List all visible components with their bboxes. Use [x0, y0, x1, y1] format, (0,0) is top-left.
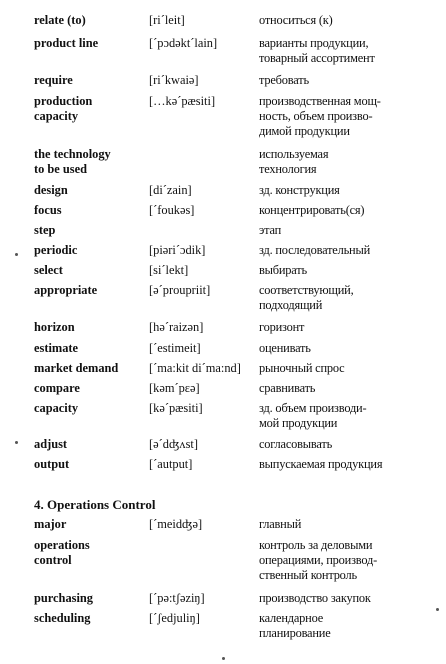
entry-meaning: относиться (к)	[259, 13, 333, 27]
entry-term: appropriate	[34, 283, 98, 297]
entry-meaning: этап	[259, 223, 282, 237]
entry-term: purchasing	[34, 591, 93, 605]
entry-term: design	[34, 183, 68, 197]
entry-meaning: зд. конструкция	[259, 183, 340, 197]
entry-meaning: рыночный спрос	[259, 361, 345, 375]
entry-meaning: горизонт	[259, 320, 305, 334]
entry-term: capacity	[34, 401, 79, 415]
entry-meaning: зд. последовательный	[259, 243, 371, 257]
entry-term: estimate	[34, 341, 79, 355]
entry-term: relate (to)	[34, 13, 86, 27]
entry-transcription: [ə´proupriit]	[149, 283, 211, 297]
entry-meaning: выбирать	[259, 263, 307, 277]
entry-transcription: [ri´kwaiə]	[149, 73, 199, 87]
entry-transcription: […kə´pæsiti]	[149, 94, 216, 108]
entry-term: focus	[34, 203, 62, 217]
entry-transcription: [´pə:tʃəziŋ]	[149, 591, 205, 605]
entry-term: production capacity	[34, 94, 93, 123]
entry-meaning: календарное планирование	[259, 611, 331, 640]
entry-meaning: варианты продукции, товарный ассортимент	[259, 36, 375, 65]
entry-transcription: [´estimeit]	[149, 341, 201, 355]
entry-meaning: сравнивать	[259, 381, 316, 395]
entry-term: output	[34, 457, 70, 471]
scan-speck	[222, 657, 225, 660]
entry-transcription: [kəm´pɛə]	[149, 381, 200, 395]
entry-term: the technology to be used	[34, 147, 111, 176]
entry-meaning: используемая технология	[259, 147, 329, 176]
entry-meaning: согласовывать	[259, 437, 333, 451]
entry-term: require	[34, 73, 73, 87]
scan-speck	[15, 441, 18, 444]
entry-term: scheduling	[34, 611, 91, 625]
entry-meaning: главный	[259, 517, 302, 531]
entry-transcription: [´ʃedjuliŋ]	[149, 611, 200, 625]
entry-term: market demand	[34, 361, 119, 375]
entry-transcription: [´autput]	[149, 457, 193, 471]
entry-meaning: концентрировать(ся)	[259, 203, 365, 217]
entry-transcription: [ri´leit]	[149, 13, 185, 27]
entry-term: adjust	[34, 437, 68, 451]
entry-meaning: соответствующий, подходящий	[259, 283, 354, 312]
entry-transcription: [ə´dʤʌst]	[149, 437, 198, 451]
entry-meaning: выпускаемая продукция	[259, 457, 383, 471]
entry-term: periodic	[34, 243, 78, 257]
entry-transcription: [´foukəs]	[149, 203, 195, 217]
entry-transcription: [kə´pæsiti]	[149, 401, 203, 415]
entry-term: step	[34, 223, 56, 237]
entry-meaning: оценивать	[259, 341, 311, 355]
entry-term: compare	[34, 381, 80, 395]
entry-term: major	[34, 517, 67, 531]
entry-transcription: [´pɔdəkt´lain]	[149, 36, 218, 50]
entry-transcription: [piəri´ɔdik]	[149, 243, 206, 257]
entry-meaning: требовать	[259, 73, 309, 87]
entry-transcription: [si´lekt]	[149, 263, 189, 277]
entry-transcription: [hə´raizən]	[149, 320, 204, 334]
entry-meaning: производственная мощ- ность, объем произво- димой продукции	[259, 94, 381, 138]
entry-meaning: производство закупок	[259, 591, 371, 605]
scan-speck	[15, 253, 18, 256]
entry-term: product line	[34, 36, 99, 50]
section-heading: 4. Operations Control	[34, 497, 156, 512]
entry-term: horizon	[34, 320, 75, 334]
entry-meaning: зд. объем производи- мой продукции	[259, 401, 367, 430]
entry-term: operations control	[34, 538, 90, 567]
entry-transcription: [di´zain]	[149, 183, 192, 197]
entry-meaning: контроль за деловыми операциями, производ- ственный контроль	[259, 538, 378, 582]
entry-term: select	[34, 263, 63, 277]
entry-transcription: [´ma:kit di´ma:nd]	[149, 361, 241, 375]
scan-speck	[436, 608, 439, 611]
entry-transcription: [´meidʤə]	[149, 517, 203, 531]
